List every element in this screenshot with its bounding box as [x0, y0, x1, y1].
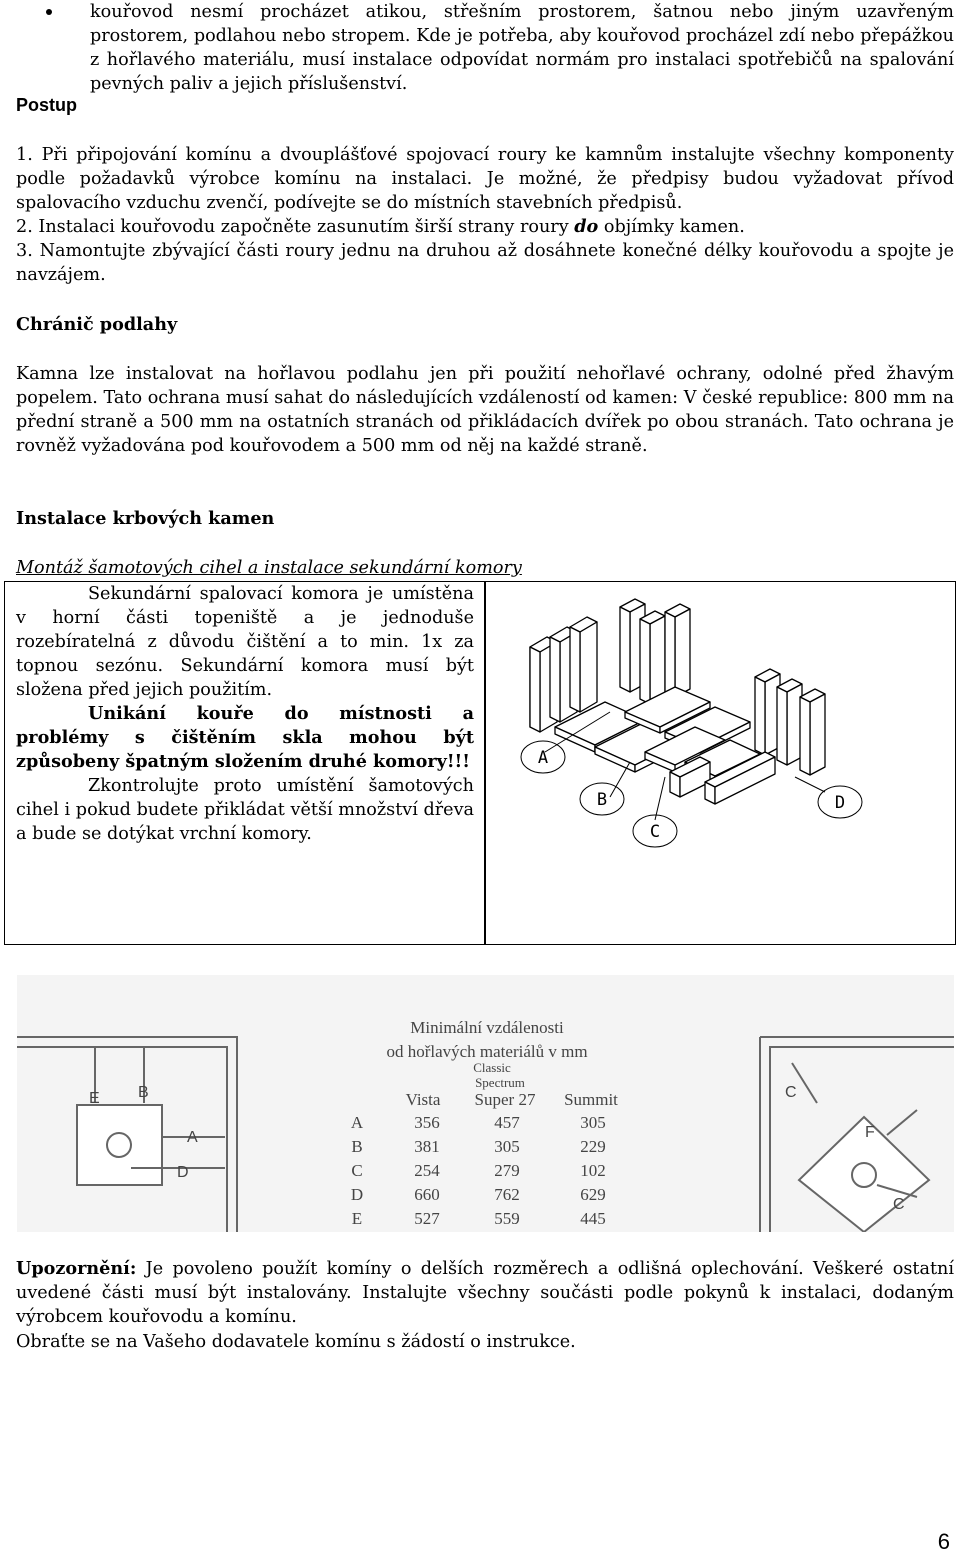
clearance-diagram [17, 975, 954, 1232]
postup-heading: Postup [16, 95, 77, 115]
summit-value-b: 229 [580, 1137, 606, 1156]
vista-value-c: 254 [414, 1161, 440, 1180]
installation-instructions [16, 582, 474, 846]
row-label-d: D [350, 1185, 364, 1204]
firebrick-right-1 [755, 669, 780, 755]
smoke-warning: Unikání kouře do místnosti a problémy s čištěním skla mohou být způsobeny špatným složením druhé komory!!! [16, 703, 474, 772]
diagram-label-b: B [596, 790, 608, 810]
bullet-item [0, 0, 960, 94]
step-2-emphasis: do [574, 216, 599, 237]
vista-value-a: 356 [414, 1113, 440, 1132]
col-classic: Classic [473, 1060, 511, 1075]
step-1: 1. Při připojování komínu a dvouplášťové spojovací roury ke kamnům instalujte všechny komponenty podle požadavků výrobce komínu na instalaci. Je možné, že předpisy budou vyžadovat přívod spalovacího vzduchu zvenčí, podívejte se do místních stavebních předpisů. [16, 145, 954, 213]
table-title-line2: od hořlavých materiálů v mm [386, 1042, 588, 1061]
vista-value-e: 527 [414, 1209, 440, 1228]
installation-heading: Instalace krbových kamen [16, 508, 275, 529]
postup-steps [16, 143, 954, 287]
step-2-text-a: 2. Instalaci kouřovodu započněte zasunutím širší strany roury [16, 217, 575, 237]
table-title-line1: Minimální vzdálenosti [410, 1018, 564, 1037]
summit-value-a: 305 [580, 1113, 606, 1132]
step-2-text-b: objímky kamen. [598, 217, 745, 237]
summit-value-c: 102 [580, 1161, 606, 1180]
firebrick-right-2 [777, 679, 802, 765]
leader-line-d [795, 777, 825, 792]
right-label-f: F [865, 1124, 875, 1141]
super27-value-b: 305 [494, 1137, 520, 1156]
super27-value-d: 762 [494, 1185, 520, 1204]
summit-value-e: 445 [580, 1209, 606, 1228]
contact-text: Obraťte se na Vašeho dodavatele komínu s žádostí o instrukce. [16, 1332, 576, 1352]
table-divider [484, 582, 486, 944]
step-2 [16, 215, 954, 239]
step-3: 3. Namontujte zbývající části roury jednu na druhou až dosáhnete konečné délky kouřovodu a spojte je navzájem. [16, 241, 954, 285]
left-label-a: A [187, 1129, 198, 1146]
installation-subheading: Montáž šamotových cihel a instalace sekundární komory [16, 558, 522, 578]
firebrick-diagram [495, 592, 955, 932]
row-label-a: A [350, 1113, 364, 1132]
leader-line-b [610, 762, 630, 797]
right-flue-circle [852, 1163, 876, 1187]
super27-value-a: 457 [494, 1113, 520, 1132]
row-label-c: C [351, 1161, 363, 1180]
bullet-text: kouřovod nesmí procházet atikou, střešním prostorem, šatnou nebo jiným uzavřeným prostorem, podlahou nebo stropem. Kde je potřeba, aby kouřovod procházel zdí nebo přepážkou z hořlavého materiálu, musí instalace odpovídat normám pro instalaci spotřebičů na spalování pevných paliv a jejich příslušenství. [90, 2, 954, 94]
page-number: 6 [937, 1529, 950, 1554]
notice-paragraph [16, 1257, 954, 1329]
super27-value-e: 559 [494, 1209, 520, 1228]
col-vista: Vista [405, 1090, 441, 1109]
check-bricks-text: Zkontrolujte proto umístění šamotových cihel i pokud budete přikládat větší množství dřeva a bude se dotýkat vrchní komory. [16, 776, 474, 844]
firebrick-back-2 [640, 611, 665, 704]
right-label-c-top: C [785, 1084, 797, 1101]
left-label-d: D [177, 1164, 189, 1181]
super27-value-c: 279 [494, 1161, 520, 1180]
col-super27: Super 27 [474, 1090, 536, 1109]
left-label-e: E [89, 1090, 100, 1107]
notice-label: Upozornění: [16, 1258, 137, 1279]
clearance-figure [17, 975, 954, 1232]
floor-protection-heading: Chránič podlahy [16, 314, 178, 335]
floor-protection-text: Kamna lze instalovat na hořlavou podlahu jen při použití nehořlavé ochrany, odolné před žhavým popelem. Tato ochrana musí sahat do následujících vzdáleností od kamen: V české republice: 800 mm na přední straně a 500 mm na ostatních stranách od přikládacích dvířek po obou stranách. Tato ochrana je rovněž vyžadována pod kouřovodem a 500 mm od něj na každé straně. [16, 364, 954, 456]
left-label-b: B [138, 1084, 149, 1101]
diagram-label-c: C [649, 822, 661, 842]
installation-table [4, 581, 956, 945]
secondary-chamber-text: Sekundární spalovací komora je umístěna v horní části topeniště a je jednoduše rozebíratelná z důvodu čištění a to min. 1x za topnou sezónu. Sekundární komora musí být složena před jejich použitím. [16, 584, 474, 700]
right-label-c-side: C [893, 1196, 905, 1213]
firebrick-back-3 [665, 604, 690, 697]
row-label-b: B [351, 1137, 363, 1156]
left-flue-circle [107, 1133, 131, 1157]
notice-text: Je povoleno použít komíny o delších rozměrech a odlišná oplechování. Veškeré ostatní uvedené části musí být instalovány. Instalujte všechny součásti podle pokynů k instalaci, dodaným výrobcem kouřovodu a komínu. [16, 1259, 954, 1327]
bullet-dot-icon [46, 9, 52, 15]
summit-value-d: 629 [580, 1185, 606, 1204]
row-label-e: E [351, 1209, 363, 1228]
col-spectrum: Spectrum [475, 1075, 525, 1090]
leader-line-c [655, 777, 665, 820]
vista-value-d: 660 [414, 1185, 440, 1204]
firebrick-left-3 [570, 617, 597, 712]
firebrick-right-3 [800, 689, 825, 775]
col-summit: Summit [564, 1090, 618, 1109]
diagram-label-d: D [834, 793, 846, 813]
vista-value-b: 381 [414, 1137, 440, 1156]
diagram-label-a: A [537, 748, 549, 768]
